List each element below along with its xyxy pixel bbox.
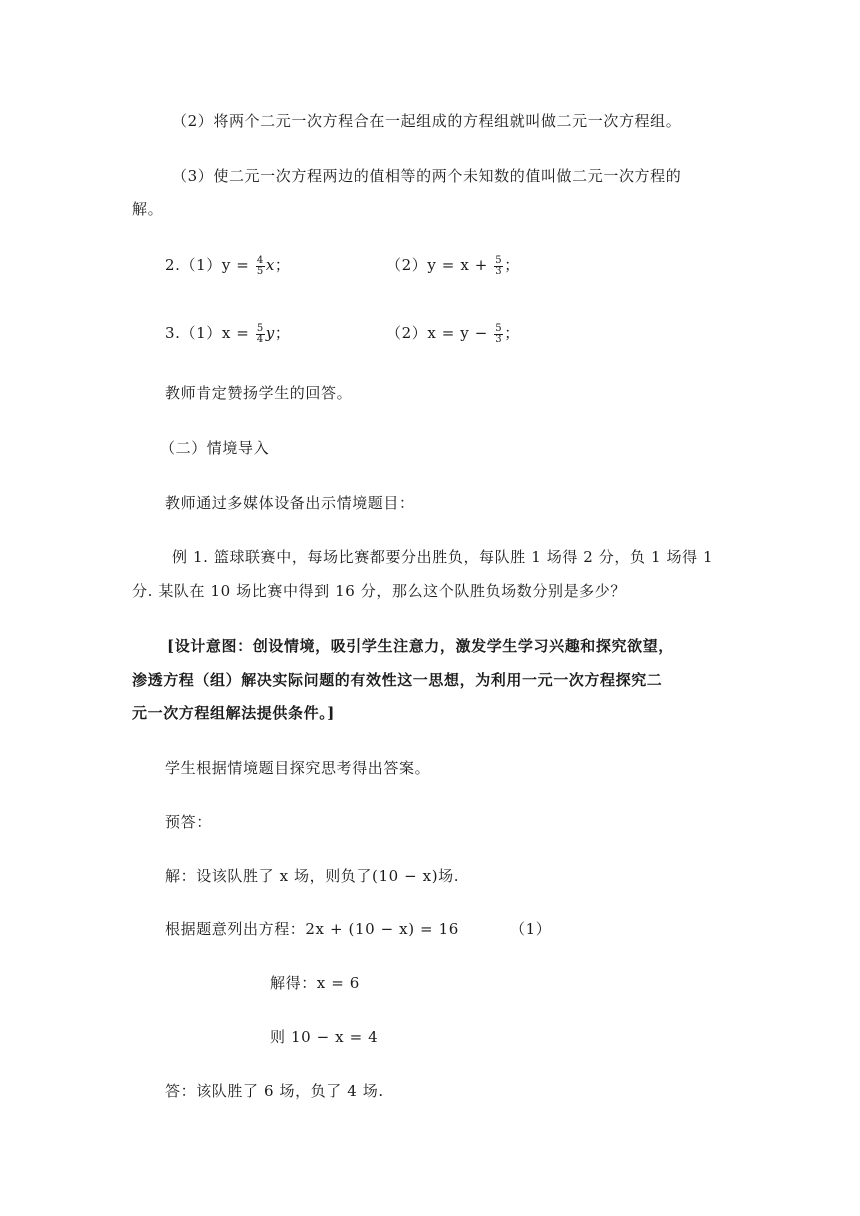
solution-setup: 解：设该队胜了 x 场，则负了(10 − x)场. — [165, 867, 460, 885]
eq-end: ； — [274, 256, 291, 274]
eq-end: ； — [504, 324, 520, 342]
equation-2-part-2 — [386, 255, 520, 277]
design-intent-line-1: [设计意图：创设情境，吸引学生注意力，激发学生学习兴趣和探究欲望， — [167, 637, 674, 655]
fraction-denominator: 3 — [495, 333, 503, 345]
eq-prefix: （2）x = y − — [386, 324, 494, 342]
design-intent-line-3: 元一次方程组解法提供条件。] — [132, 704, 335, 722]
example-1-line-1: 例 1. 篮球联赛中，每场比赛都要分出胜负，每队胜 1 场得 2 分，负 1 场得 1 — [172, 548, 714, 566]
design-intent-line-2: 渗透方程（组）解决实际问题的有效性这一思想，为利用一元一次方程探究二 — [132, 671, 663, 689]
fraction — [256, 324, 265, 345]
equation-3-part-1 — [165, 323, 290, 345]
eq-end: ； — [504, 256, 520, 274]
section-heading: （二）情境导入 — [160, 439, 270, 457]
fraction — [256, 256, 265, 277]
equation-2-part-1 — [165, 255, 290, 277]
pre-answer-label: 预答： — [165, 813, 212, 831]
fraction — [494, 256, 503, 277]
fraction-numerator: 5 — [256, 322, 264, 334]
example-1-line-2: 分. 某队在 10 场比赛中得到 16 分，那么这个队胜负场数分别是多少？ — [132, 582, 626, 600]
fraction-numerator: 5 — [495, 322, 503, 334]
final-answer: 答：该队胜了 6 场，负了 4 场. — [165, 1082, 384, 1100]
eq-prefix: 2.（1）y = — [165, 256, 255, 274]
eq-prefix: 3.（1）x = — [165, 324, 255, 342]
fraction-denominator: 3 — [495, 265, 503, 277]
variable: y — [265, 324, 275, 342]
equation-statement: 根据题意列出方程：2x + (10 − x) = 16 — [165, 920, 459, 938]
equation-number: （1） — [510, 920, 552, 938]
definition-3-line-2: 解。 — [132, 200, 164, 218]
solved-loss: 则 10 − x = 4 — [270, 1028, 379, 1046]
fraction-numerator: 4 — [256, 254, 264, 266]
teacher-praise: 教师肯定赞扬学生的回答。 — [165, 384, 353, 402]
fraction-numerator: 5 — [495, 254, 503, 266]
eq-prefix: （2）y = x + — [386, 256, 494, 274]
variable: x — [265, 256, 275, 274]
intro-text: 教师通过多媒体设备出示情境题目： — [165, 494, 415, 512]
solved-x: 解得：x = 6 — [270, 974, 360, 992]
definition-2: （2）将两个二元一次方程合在一起组成的方程组就叫做二元一次方程组。 — [172, 112, 682, 130]
fraction-denominator: 4 — [256, 333, 264, 345]
eq-end: ； — [274, 324, 291, 342]
definition-3-line-1: （3）使二元一次方程两边的值相等的两个未知数的值叫做二元一次方程的 — [172, 167, 682, 185]
fraction — [494, 324, 503, 345]
equation-3-part-2 — [386, 323, 520, 345]
fraction-denominator: 5 — [256, 265, 264, 277]
student-explore: 学生根据情境题目探究思考得出答案。 — [165, 759, 431, 777]
